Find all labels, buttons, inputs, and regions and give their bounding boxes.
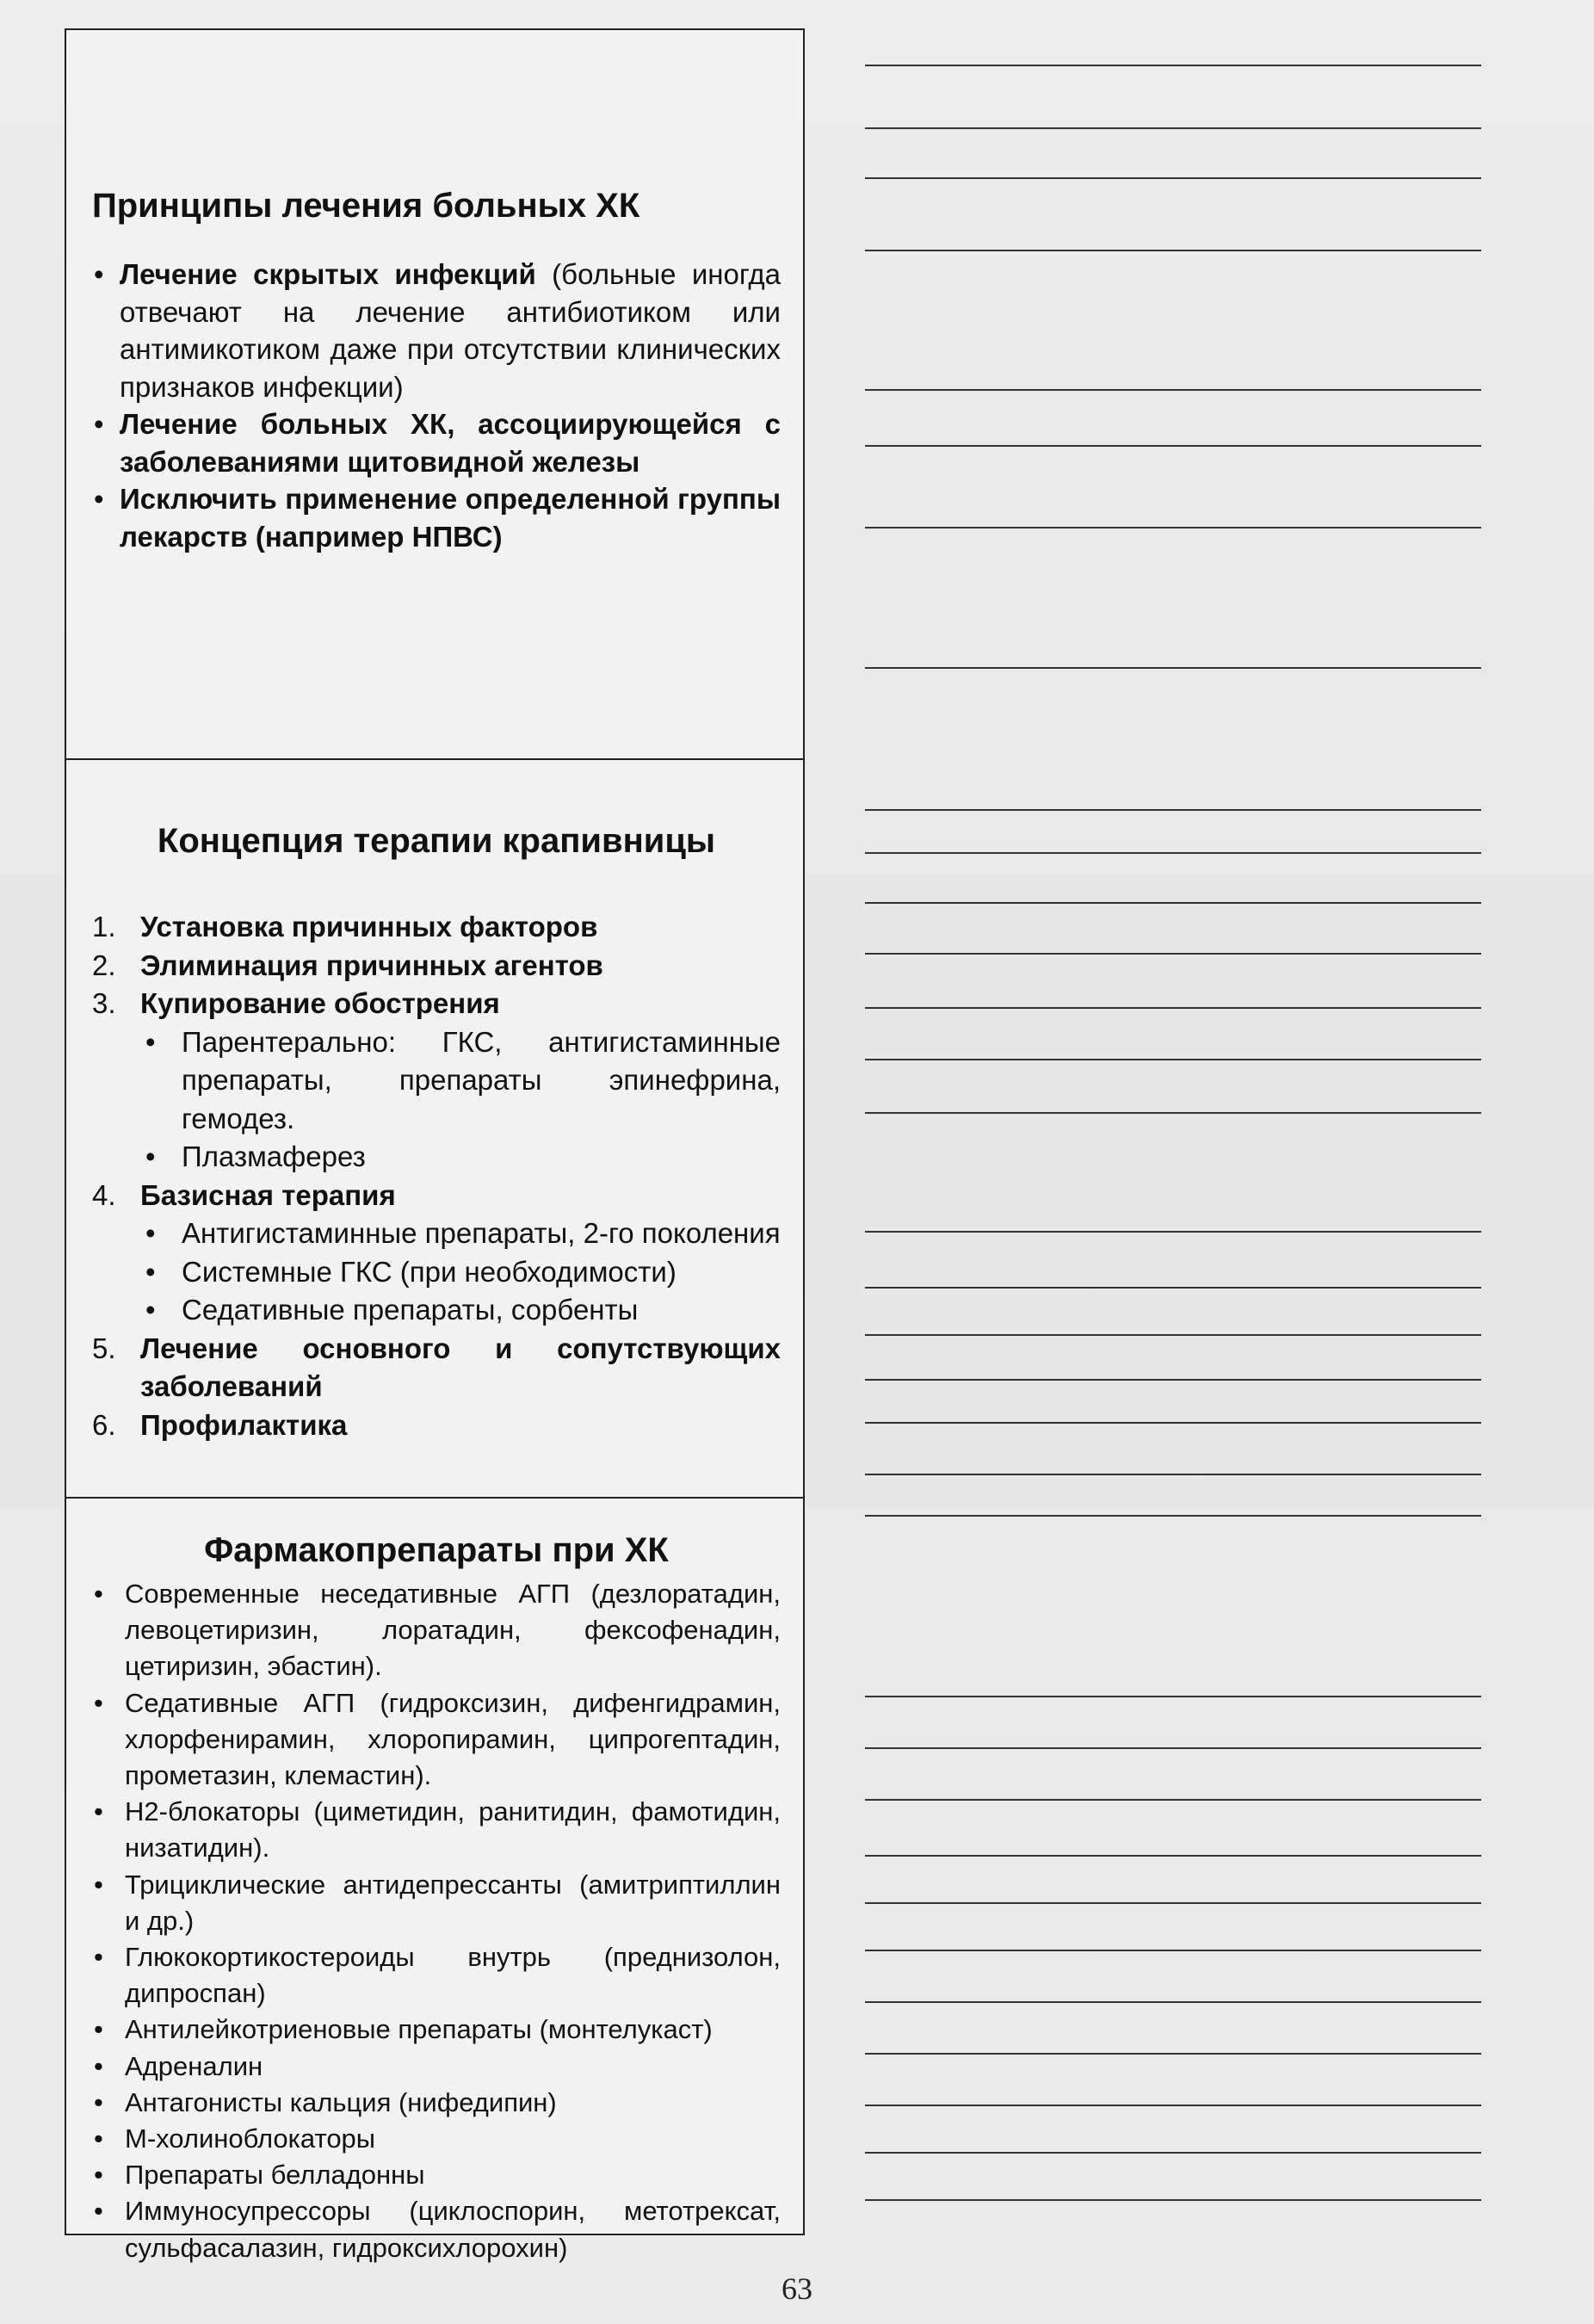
step-label: Профилактика [140,1408,348,1441]
list-item [92,947,781,986]
bullet-icon: • [145,1140,156,1172]
list-item [92,2121,781,2157]
rule-line [865,1112,1481,1114]
page-number: 63 [782,2271,812,2306]
list-item [140,1138,781,1177]
list-item [92,985,781,1177]
item-text: Современные неседативные АГП (дезлоратадин, левоцетиризин, лоратадин, фексофенадин, цетиризин, эбастин). [125,1579,781,1682]
rule-line [865,250,1481,251]
concept-title: Концепция терапии крапивницы [157,822,716,860]
bullet-icon: • [94,2160,103,2191]
list-item [92,1867,781,1939]
step-number: 1. [92,911,116,943]
sub-item-text: Седативные препараты, сорбенты [182,1294,639,1326]
step-label: Базисная терапия [140,1178,396,1211]
list-item [92,2157,781,2193]
list-item [140,1215,781,1253]
rule-line [865,902,1481,904]
list-item [92,405,781,480]
content-frame [65,28,805,2263]
rule-line [865,2053,1481,2055]
bullet-icon: • [94,2123,103,2154]
rule-line [865,809,1481,811]
rule-line [865,1334,1481,1336]
drugs-title: Фармакопрепараты при ХК [204,1531,669,1569]
rule-line [865,2001,1481,2003]
bullet-icon: • [94,1869,103,1900]
bullet-icon: • [94,2086,103,2117]
rule-line [865,1902,1481,1904]
rule-line [865,445,1481,447]
sub-item-text: Парентерально: ГКС, антигистаминные препараты, препараты эпинефрина, гемодез. [182,1025,781,1134]
item-text: Адреналин [125,2050,263,2081]
sub-item-text: Антигистаминные препараты, 2-го поколения [182,1217,781,1249]
concept-steps [92,908,781,1444]
bullet-icon: • [94,1796,103,1827]
step-label: Купирование обострения [140,987,500,1019]
list-item [92,1685,781,1795]
item-text: М-холиноблокаторы [125,2123,376,2154]
concept-section [66,760,803,1499]
bullet-icon: • [145,1294,156,1326]
bullet-icon: • [145,1255,156,1288]
item-text: Н2-блокаторы (циметидин, ранитидин, фамотидин, низатидин). [125,1796,781,1864]
bullet-icon: • [94,483,104,515]
item-text: Трициклические антидепрессанты (амитриптиллин и др.) [125,1869,781,1936]
step-number: 6. [92,1408,116,1441]
list-item [140,1291,781,1330]
drugs-section [66,1499,803,2263]
list-item [92,1794,781,1866]
rule-line [865,2152,1481,2154]
list-item [92,1177,781,1330]
item-text: Иммуносупрессоры (циклоспорин, метотрексат, сульфасалазин, гидроксихлорохин) [125,2196,781,2263]
rule-line [865,1747,1481,1749]
list-item [140,1253,781,1292]
list-item [92,2049,781,2085]
rule-line [865,1379,1481,1381]
step-number: 3. [92,987,116,1019]
item-text: Антагонисты кальция (нифедипин) [125,2086,557,2117]
sub-item-text: Плазмаферез [182,1140,366,1172]
step-label: Элиминация причинных агентов [140,949,603,981]
bullet-icon: • [94,2014,103,2045]
rule-line [865,1007,1481,1009]
step-label: Лечение основного и сопутствующих заболеваний [140,1332,781,1402]
rule-line [865,65,1481,66]
rule-line [865,1799,1481,1801]
list-item [92,2193,781,2265]
bullet-icon: • [94,408,104,440]
rule-line [865,1515,1481,1517]
rule-line [865,852,1481,854]
rule-line [865,2105,1481,2106]
list-item [92,908,781,947]
principles-section [66,30,803,760]
item-bold-text: Лечение скрытых инфекций [120,258,536,290]
rule-line [865,2199,1481,2201]
rule-line [865,1287,1481,1289]
item-text: Препараты белладонны [125,2160,425,2191]
rule-line [865,1855,1481,1857]
bullet-icon: • [94,2050,103,2081]
bullet-icon: • [94,258,104,290]
bullet-icon: • [145,1217,156,1249]
rule-line [865,953,1481,955]
list-item [92,2012,781,2048]
principles-list [92,256,781,555]
sub-item-text: Системные ГКС (при необходимости) [182,1255,677,1288]
rule-line [865,667,1481,669]
notes-column [826,34,1566,2221]
item-bold-text: Исключить применение определенной группы лекарств (например НПВС) [120,483,781,553]
list-item [92,1939,781,2012]
principles-title: Принципы лечения больных ХК [92,187,640,225]
sub-list [140,1023,781,1177]
step-number: 5. [92,1332,116,1364]
drugs-list [92,1576,781,2266]
rule-line [865,1422,1481,1424]
bullet-icon: • [94,1942,103,1973]
item-text: (больные иногда отвечают на лечение антибиотиком или антимикотиком даже при отсутствии клинических признаков инфекции) [120,258,781,403]
step-label: Установка причинных факторов [140,911,598,943]
list-item [92,1330,781,1406]
bullet-icon: • [145,1025,156,1058]
rule-line [865,1231,1481,1233]
rule-line [865,1059,1481,1060]
rule-line [865,127,1481,129]
item-text: Антилейкотриеновые препараты (монтелукаст) [125,2014,713,2045]
step-number: 4. [92,1178,116,1211]
list-item [92,1576,781,1685]
rule-line [865,177,1481,179]
list-item [92,256,781,405]
item-text: Седативные АГП (гидроксизин, дифенгидрамин, хлорфенирамин, хлоропирамин, ципрогептадин, прометазин, клемастин). [125,1687,781,1791]
rule-line [865,527,1481,528]
bullet-icon: • [94,2196,103,2227]
list-item [92,2085,781,2121]
rule-line [865,389,1481,391]
rule-line [865,1474,1481,1475]
rule-line [865,1950,1481,1951]
sub-list [140,1215,781,1330]
item-bold-text: Лечение больных ХК, ассоциирующейся с заболеваниями щитовидной железы [120,408,781,478]
item-text: Глюкокортикостероиды внутрь (преднизолон, дипроспан) [125,1942,781,2009]
list-item [92,1406,781,1445]
list-item [140,1023,781,1139]
list-item [92,480,781,555]
bullet-icon: • [94,1687,103,1718]
rule-line [865,1696,1481,1697]
step-number: 2. [92,949,116,981]
bullet-icon: • [94,1579,103,1609]
